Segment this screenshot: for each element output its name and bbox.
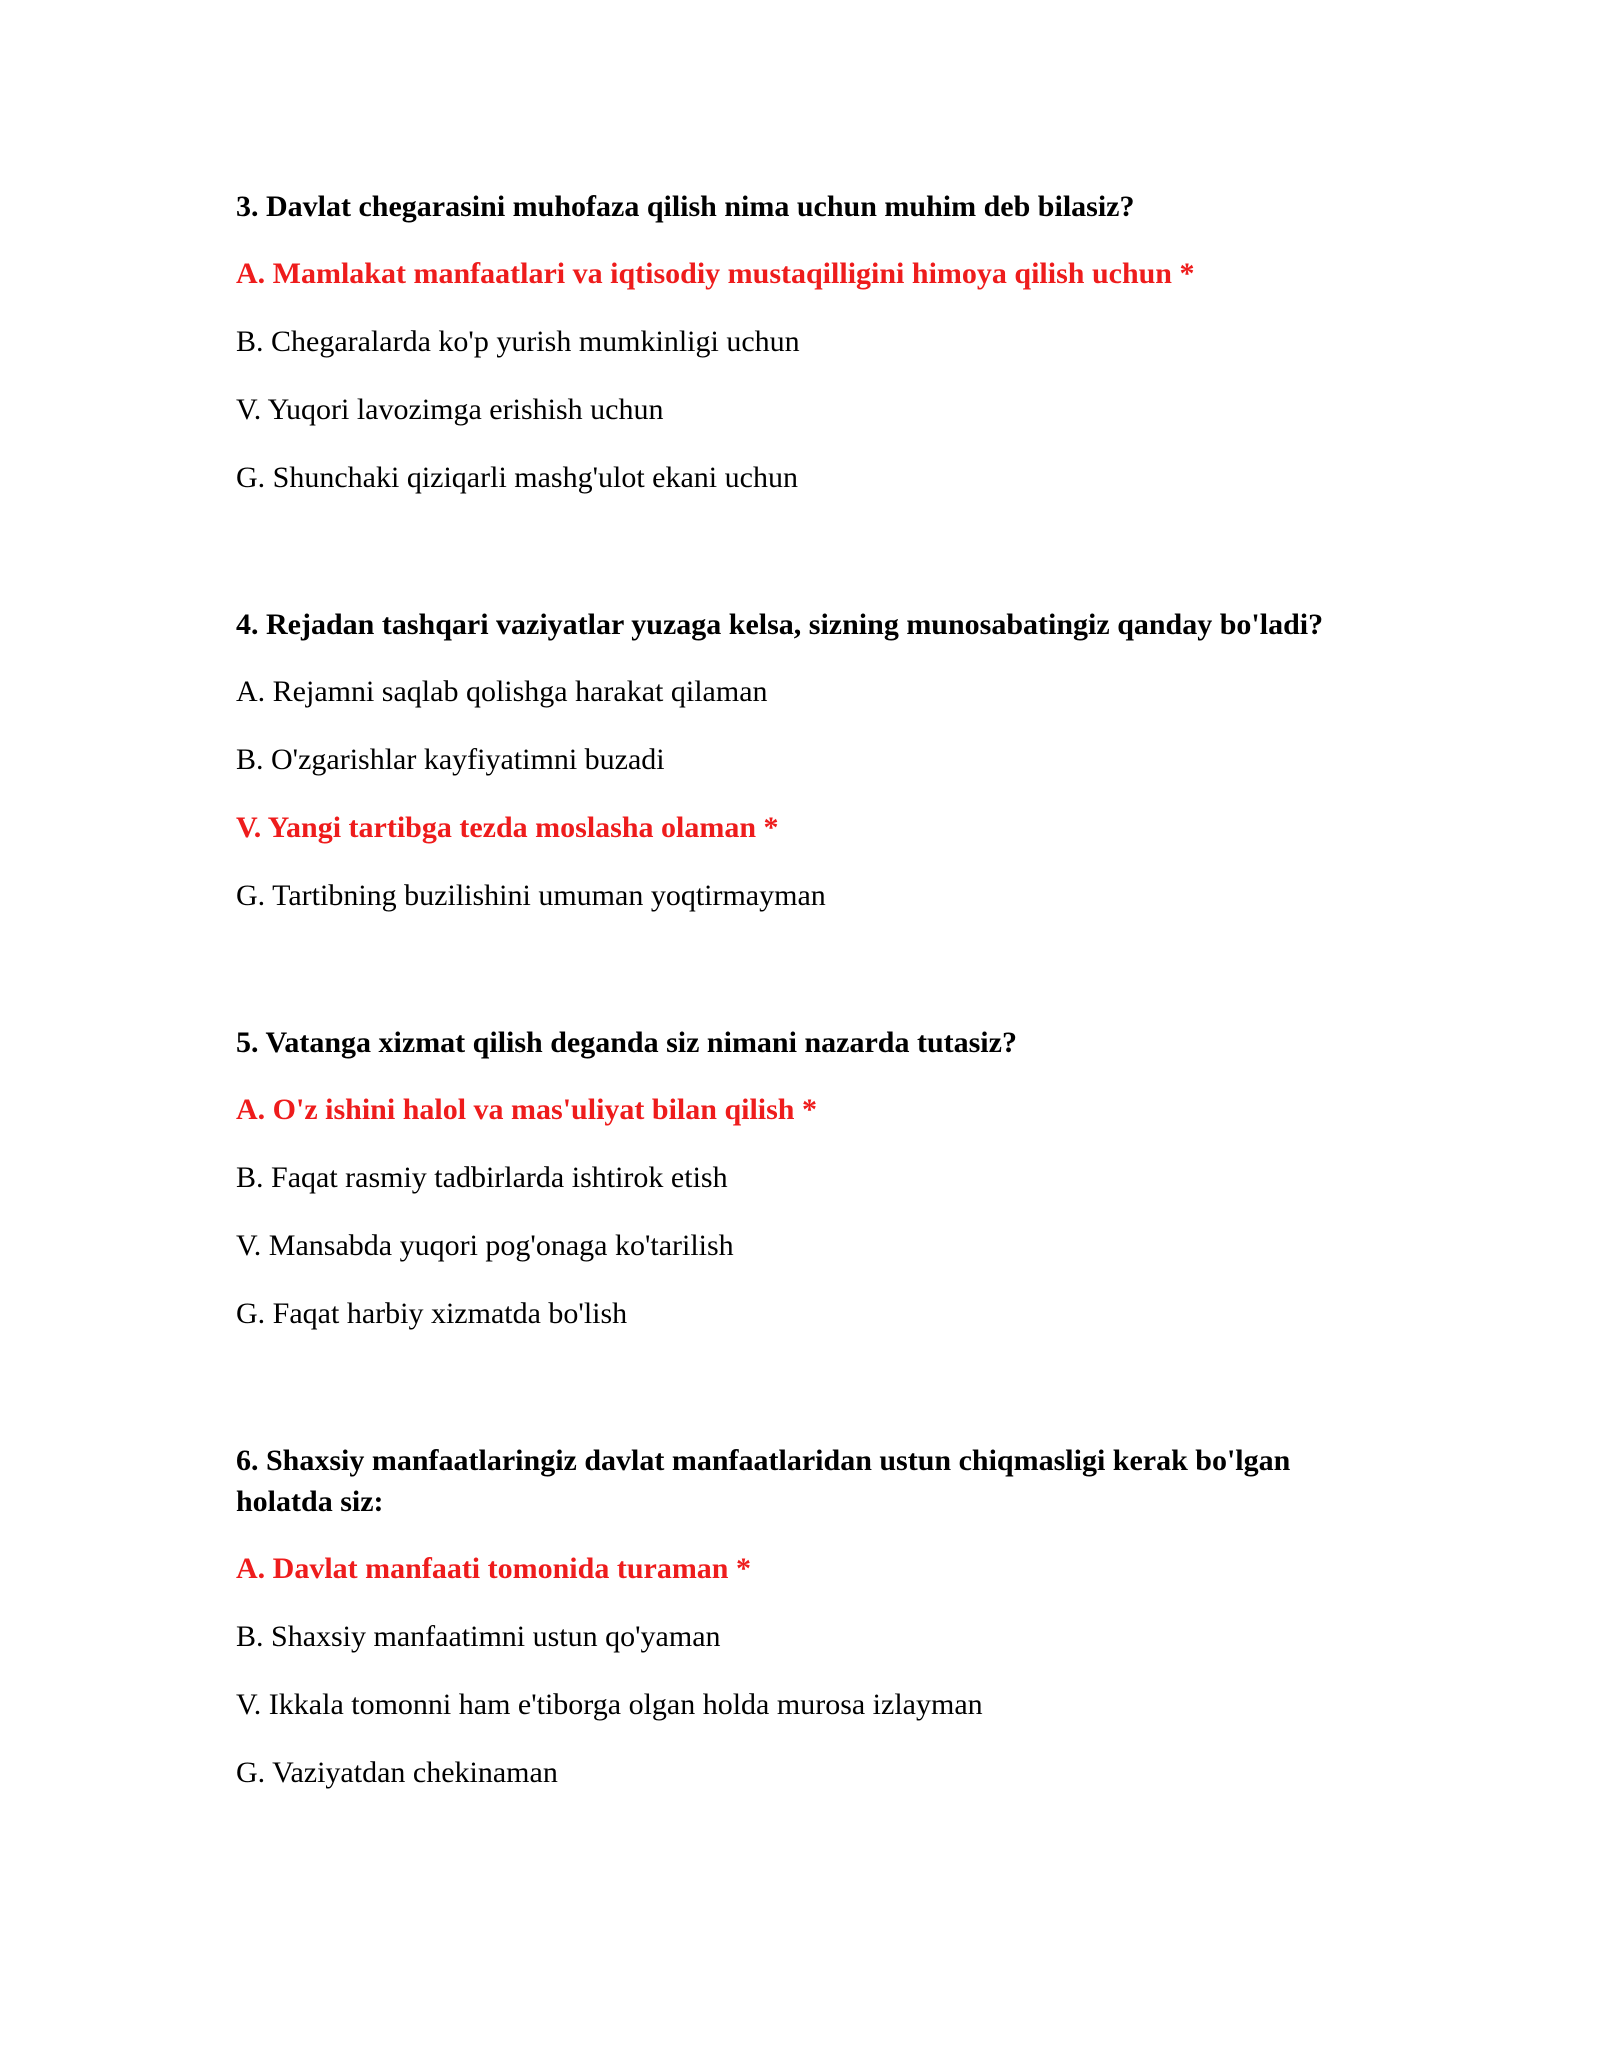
answer-option-v: V. Yangi tartibga tezda moslasha olaman * xyxy=(236,811,779,844)
answer-option-g: G. Faqat harbiy xizmatda bo'lish xyxy=(236,1297,628,1330)
answer-option-a: A. O'z ishini halol va mas'uliyat bilan qilish * xyxy=(236,1093,817,1126)
answer-option-g: G. Tartibning buzilishini umuman yoqtirmayman xyxy=(236,879,826,912)
answer-option-g: G. Shunchaki qiziqarli mashg'ulot ekani uchun xyxy=(236,461,798,494)
answer-option-b: B. Chegaralarda ko'p yurish mumkinligi uchun xyxy=(236,325,800,358)
question-text: 3. Davlat chegarasini muhofaza qilish nima uchun muhim deb bilasiz? xyxy=(236,190,1135,223)
question-4 xyxy=(236,604,1376,916)
answer-option-b: B. Faqat rasmiy tadbirlarda ishtirok etish xyxy=(236,1161,728,1194)
answer-option-a: A. Mamlakat manfaatlari va iqtisodiy mustaqilligini himoya qilish uchun * xyxy=(236,257,1195,290)
answer-option-a: A. Davlat manfaati tomonida turaman * xyxy=(236,1552,751,1585)
question-6 xyxy=(236,1440,1376,1793)
question-text: 5. Vatanga xizmat qilish deganda siz nimani nazarda tutasiz? xyxy=(236,1026,1017,1059)
document-page xyxy=(236,186,1376,1899)
answer-option-v: V. Yuqori lavozimga erishish uchun xyxy=(236,393,664,426)
answer-option-a: A. Rejamni saqlab qolishga harakat qilaman xyxy=(236,675,768,708)
question-text: 4. Rejadan tashqari vaziyatlar yuzaga kelsa, sizning munosabatingiz qanday bo'ladi? xyxy=(236,608,1324,641)
question-text: 6. Shaxsiy manfaatlaringiz davlat manfaatlaridan ustun chiqmasligi kerak bo'lgan holatda siz: xyxy=(236,1444,1291,1518)
answer-option-v: V. Ikkala tomonni ham e'tiborga olgan holda murosa izlayman xyxy=(236,1688,983,1721)
question-5 xyxy=(236,1022,1376,1334)
question-3 xyxy=(236,186,1376,498)
answer-option-g: G. Vaziyatdan chekinaman xyxy=(236,1756,558,1789)
answer-option-b: B. Shaxsiy manfaatimni ustun qo'yaman xyxy=(236,1620,721,1653)
answer-option-b: B. O'zgarishlar kayfiyatimni buzadi xyxy=(236,743,665,776)
answer-option-v: V. Mansabda yuqori pog'onaga ko'tarilish xyxy=(236,1229,734,1262)
